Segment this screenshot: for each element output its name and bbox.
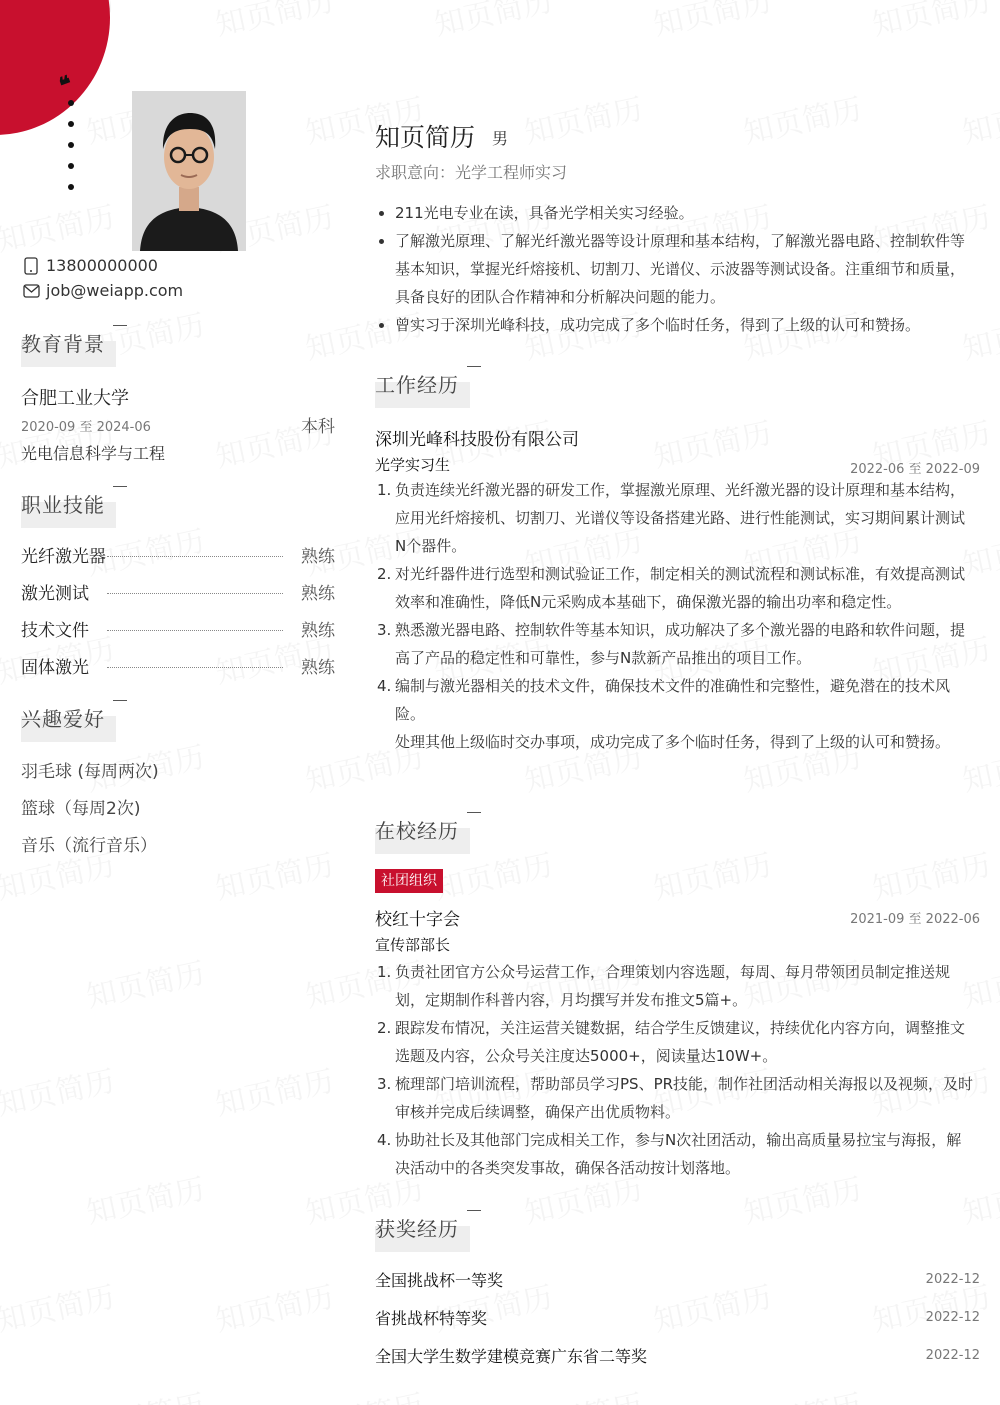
skill-row <box>21 653 335 677</box>
duty-item <box>375 1070 975 1126</box>
header-tick <box>113 486 127 487</box>
school-name: 合肥工业大学 <box>21 388 129 409</box>
duty-item <box>375 1014 975 1070</box>
section-title: 教育背景 <box>21 332 105 356</box>
skill-name: 技术文件 <box>21 621 89 641</box>
duty-item <box>375 476 975 560</box>
section-title: 工作经历 <box>375 373 459 397</box>
header-tick <box>113 325 127 326</box>
duty-number: 2. <box>377 565 392 583</box>
duty-text: 协助社长及其他部门完成相关工作，参与N次社团活动，输出高质量易拉宝与海报，解决活动中的各类突发事故，确保各活动按计划落地。 <box>395 1131 962 1177</box>
section-title: 兴趣爱好 <box>21 707 105 731</box>
skill-name: 光纤激光器 <box>21 547 106 567</box>
campus-header <box>375 812 485 854</box>
duty-text: 处理其他上级临时交办事项，成功完成了多个临时任务，得到了上级的认可和赞扬。 <box>395 733 951 751</box>
email-icon <box>22 282 40 300</box>
award-row <box>375 1268 980 1292</box>
award-date: 2022-12 <box>925 1310 980 1325</box>
duty-item <box>375 728 975 756</box>
contact-email <box>22 281 183 300</box>
summary-item: 曾实习于深圳光峰科技，成功完成了多个临时任务，得到了上级的认可和赞扬。 <box>375 311 975 339</box>
major: 光电信息科学与工程 <box>21 444 166 463</box>
duty-item <box>375 1126 975 1182</box>
quote-icon: ❝ <box>55 70 76 100</box>
contact-phone <box>22 256 158 275</box>
duty-number: 3. <box>377 1075 392 1093</box>
duty-number: 4. <box>377 1131 392 1149</box>
award-title: 省挑战杯特等奖 <box>375 1309 488 1328</box>
header-tick <box>467 812 481 813</box>
dot-decoration <box>68 100 74 106</box>
dot-decoration <box>68 142 74 148</box>
skill-name: 固体激光 <box>21 658 89 678</box>
dotted-leader <box>107 593 283 594</box>
skill-name: 激光测试 <box>21 584 89 604</box>
email-address: job@weiapp.com <box>46 281 184 300</box>
dotted-leader <box>107 667 283 668</box>
degree: 本科 <box>301 417 335 437</box>
education-header <box>21 325 131 367</box>
campus-duties <box>375 958 975 1182</box>
work-period: 2022-06 至 2022-09 <box>850 462 980 477</box>
company-name: 深圳光峰科技股份有限公司 <box>375 430 579 450</box>
award-date: 2022-12 <box>925 1272 980 1287</box>
award-row <box>375 1344 980 1368</box>
header-tick <box>467 1210 481 1211</box>
summary-item: 了解激光原理、了解光纤激光器等设计原理和基本结构，了解激光器电路、控制软件等基本知识，掌握光纤熔接机、切割刀、光谱仪、示波器等测试设备。注重细节和质量，具备良好的团队合作精神和分析解决问题的能力。 <box>375 227 975 311</box>
category-tag: 社团组织 <box>375 869 443 893</box>
hobby-item: 音乐（流行音乐） <box>21 836 157 856</box>
dot-decoration <box>68 163 74 169</box>
duty-number: 2. <box>377 1019 392 1037</box>
duty-number: 4. <box>377 677 392 695</box>
section-title: 在校经历 <box>375 819 459 843</box>
work-duties <box>375 476 975 756</box>
award-title: 全国挑战杯一等奖 <box>375 1271 504 1290</box>
gender: 男 <box>492 129 509 148</box>
campus-period: 2021-09 至 2022-06 <box>850 912 980 927</box>
organization-name: 校红十字会 <box>375 910 460 930</box>
award-date: 2022-12 <box>925 1348 980 1363</box>
duty-text: 对光纤器件进行选型和测试验证工作，制定相关的测试流程和测试标准，有效提高测试效率和准确性，降低N元采购成本基础下，确保激光器的输出功率和稳定性。 <box>395 565 966 611</box>
summary-list <box>375 199 975 339</box>
dotted-leader <box>107 556 283 557</box>
duty-item <box>375 672 975 728</box>
hobby-item: 篮球（每周2次) <box>21 799 141 819</box>
job-intent: 求职意向：光学工程师实习 <box>375 163 568 182</box>
skill-level: 熟练 <box>301 621 335 641</box>
duty-text: 负责社团官方公众号运营工作，合理策划内容选题，每周、每月带领团员制定推送规划，定期制作科普内容，月均撰写并发布推文5篇+。 <box>395 963 951 1009</box>
hobbies-header <box>21 700 131 742</box>
duty-item <box>375 616 975 672</box>
skill-row <box>21 542 335 566</box>
award-row <box>375 1306 980 1330</box>
skill-level: 熟练 <box>301 658 335 678</box>
header-tick <box>113 700 127 701</box>
section-title: 获奖经历 <box>375 1217 459 1241</box>
red-corner-decoration <box>0 0 110 135</box>
duty-text: 负责连续光纤激光器的研发工作，掌握激光原理、光纤激光器的设计原理和基本结构，应用光纤熔接机、切割刀、光谱仪等设备搭建光路、进行性能测试，实习期间累计测试N个器件。 <box>395 481 966 555</box>
duty-text: 梳理部门培训流程，帮助部员学习PS、PR技能，制作社团活动相关海报以及视频，及时审核并完成后续调整，确保产出优质物料。 <box>395 1075 974 1121</box>
hobby-item: 羽毛球 (每周两次) <box>21 762 159 782</box>
summary-item: 211光电专业在读，具备光学相关实习经验。 <box>375 199 975 227</box>
header-tick <box>467 366 481 367</box>
awards-header <box>375 1210 485 1252</box>
phone-icon <box>22 257 40 275</box>
dot-decoration <box>68 184 74 190</box>
skill-level: 熟练 <box>301 547 335 567</box>
work-role: 光学实习生 <box>375 456 451 474</box>
skill-row <box>21 616 335 640</box>
award-title: 全国大学生数学建模竞赛广东省二等奖 <box>375 1347 648 1366</box>
avatar-illustration <box>132 91 246 251</box>
dotted-leader <box>107 630 283 631</box>
duty-item <box>375 958 975 1014</box>
dot-decoration <box>68 121 74 127</box>
duty-number: 1. <box>377 481 392 499</box>
duty-text: 跟踪发布情况，关注运营关键数据，结合学生反馈建议，持续优化内容方向，调整推文选题及内容，公众号关注度达5000+，阅读量达10W+。 <box>395 1019 966 1065</box>
education-period: 2020-09 至 2024-06 <box>21 420 151 435</box>
work-header <box>375 366 485 408</box>
skills-header <box>21 486 131 528</box>
campus-role: 宣传部部长 <box>375 936 451 954</box>
skill-level: 熟练 <box>301 584 335 604</box>
profile-photo <box>132 91 246 251</box>
duty-number: 3. <box>377 621 392 639</box>
section-title: 职业技能 <box>21 493 105 517</box>
duty-number: 1. <box>377 963 392 981</box>
skill-row <box>21 579 335 603</box>
duty-item <box>375 560 975 616</box>
phone-number: 13800000000 <box>46 256 158 275</box>
candidate-name: 知页简历 <box>375 123 476 152</box>
duty-text: 编制与激光器相关的技术文件，确保技术文件的准确性和完整性，避免潜在的技术风险。 <box>395 677 951 723</box>
duty-text: 熟悉激光器电路、控制软件等基本知识，成功解决了多个激光器的电路和软件问题，提高了产品的稳定性和可靠性，参与N款新产品推出的项目工作。 <box>395 621 966 667</box>
